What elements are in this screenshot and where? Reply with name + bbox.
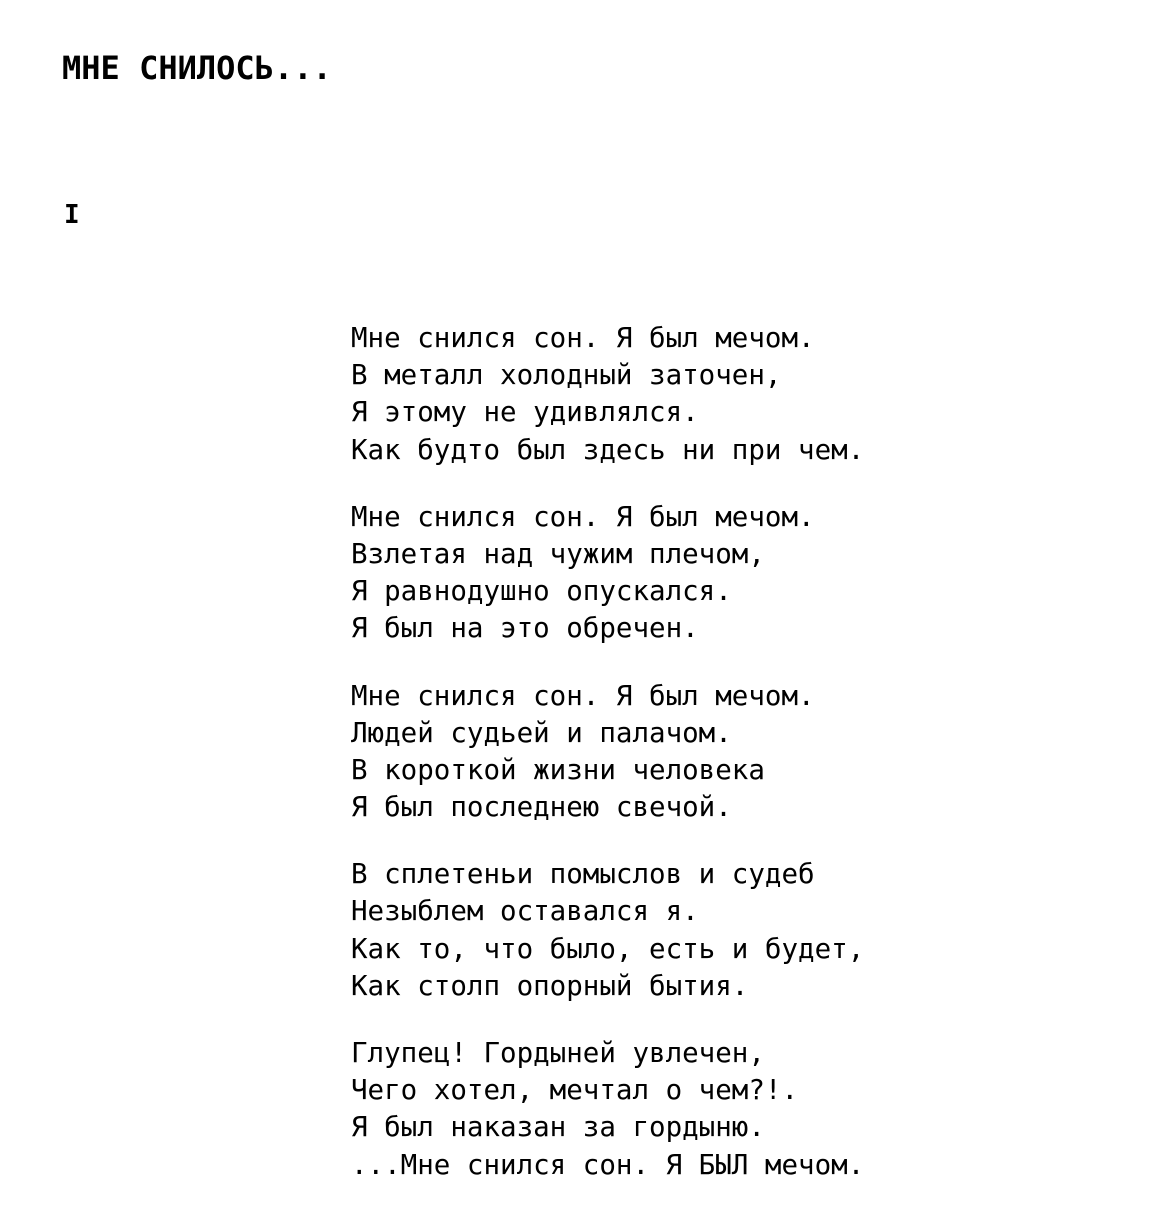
poem-line: ...Мне снился сон. Я БЫЛ мечом. xyxy=(351,1148,865,1181)
poem-line: Мне снился сон. Я был мечом. xyxy=(351,679,815,712)
poem-line: Я этому не удивлялся. xyxy=(351,396,699,429)
poem-body xyxy=(351,320,1131,1184)
poem-line: Я был наказан за гордыню. xyxy=(351,1111,765,1144)
poem-line: В сплетеньи помыслов и судеб xyxy=(351,858,815,891)
poem-line: Мне снился сон. Я был мечом. xyxy=(351,500,815,533)
poem-line: Взлетая над чужим плечом, xyxy=(351,537,765,570)
poem-title: МНЕ СНИЛОСЬ... xyxy=(62,49,332,87)
poem-line: Чего хотел, мечтал о чем?!. xyxy=(351,1074,799,1107)
poem-line: Я был последнею свечой. xyxy=(351,791,732,824)
poem-line: Людей судьей и палачом. xyxy=(351,716,732,749)
poem-line: Незыблем оставался я. xyxy=(351,895,699,928)
poem-line: Я был на это обречен. xyxy=(351,612,699,645)
stanza-1 xyxy=(351,320,1131,469)
poem-line: Как столп опорный бытия. xyxy=(351,969,749,1002)
poem-line: Я равнодушно опускался. xyxy=(351,575,732,608)
poem-line: Как будто был здесь ни при чем. xyxy=(351,433,865,466)
stanza-3 xyxy=(351,678,1131,827)
poem-line: Мне снился сон. Я был мечом. xyxy=(351,322,815,354)
stanza-2 xyxy=(351,499,1131,648)
section-number: I xyxy=(64,200,80,230)
poem-line: Как то, что было, есть и будет, xyxy=(351,932,865,965)
stanza-4 xyxy=(351,856,1131,1005)
stanza-5 xyxy=(351,1035,1131,1184)
poem-line: В металл холодный заточен, xyxy=(351,359,782,392)
poem-line: Глупец! Гордыней увлечен, xyxy=(351,1037,765,1069)
poem-line: В короткой жизни человека xyxy=(351,753,765,786)
